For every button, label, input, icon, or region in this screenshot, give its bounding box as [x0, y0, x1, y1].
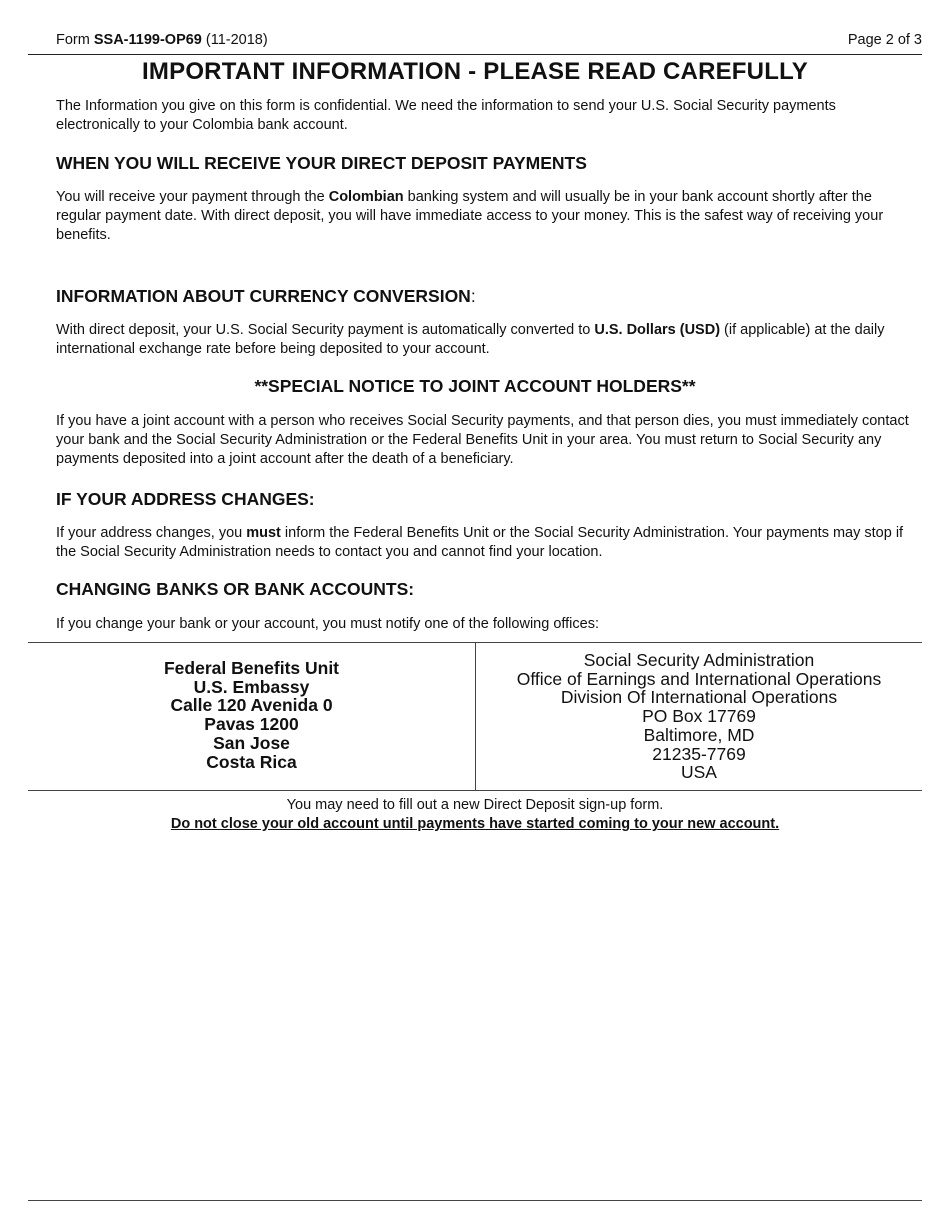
ssa-address-lines [476, 651, 922, 782]
ssa-address-line: Office of Earnings and International Operations [516, 668, 882, 689]
receive-text-bold: Colombian [328, 189, 404, 205]
banks-heading: CHANGING BANKS OR BANK ACCOUNTS: [56, 579, 415, 599]
ssa-address-line: USA [681, 762, 717, 783]
fbu-address-line: Calle 120 Avenida 0 [170, 695, 333, 716]
ssa-address-line: Division Of International Operations [560, 687, 838, 708]
address-text-a: If your address changes, you [56, 525, 247, 541]
address-paragraph [56, 524, 912, 562]
closing-note [28, 796, 922, 834]
form-identifier [56, 32, 268, 48]
ssa-address-line: 21235-7769 [652, 743, 746, 764]
joint-heading: **SPECIAL NOTICE TO JOINT ACCOUNT HOLDERS** [254, 376, 696, 396]
fbu-address-lines [28, 659, 475, 771]
fbu-address-line: Costa Rica [206, 751, 297, 772]
receive-text-b: banking system and will usually be in your bank account shortly after the regular payment date. With direct deposit, you will have immediate access to your money. This is the safest way of receiving your benefits. [56, 189, 884, 243]
currency-text-bold: U.S. Dollars (USD) [594, 322, 721, 338]
address-heading: IF YOUR ADDRESS CHANGES: [56, 489, 315, 509]
ssa-address [476, 643, 922, 790]
banks-paragraph: If you change your bank or your account, you must notify one of the following offices: [56, 616, 599, 632]
ssa-address-line: Social Security Administration [583, 650, 815, 670]
form-header [56, 32, 922, 52]
ssa-address-line: Baltimore, MD [643, 724, 755, 745]
federal-benefits-unit-address [28, 643, 475, 790]
currency-heading [56, 286, 476, 307]
fbu-address-line: U.S. Embassy [193, 676, 310, 697]
ssa-address-line: PO Box 17769 [642, 706, 756, 727]
currency-heading-colon: : [470, 286, 476, 306]
currency-text-b: (if applicable) at the daily international exchange rate before being deposited to your account. [56, 322, 885, 357]
address-text-bold: must [246, 525, 281, 541]
receive-heading: WHEN YOU WILL RECEIVE YOUR DIRECT DEPOSIT PAYMENTS [56, 153, 587, 173]
form-date: (11-2018) [201, 32, 268, 48]
receive-paragraph [56, 188, 912, 245]
fbu-address-line: Pavas 1200 [204, 714, 299, 735]
currency-text-a: With direct deposit, your U.S. Social Security payment is automatically converted to [56, 322, 595, 338]
offices-table [28, 642, 922, 791]
closing-warning: Do not close your old account until payments have started coming to your new account. [170, 816, 780, 832]
address-text-b: inform the Federal Benefits Unit or the Social Security Administration. Your payments may stop if the Social Security Administration needs to contact you and cannot find your location. [56, 525, 904, 560]
fbu-address-line: San Jose [213, 732, 290, 753]
intro-paragraph: The Information you give on this form is confidential. We need the information to send your U.S. Social Security payments electronically to your Colombia bank account. [56, 98, 836, 133]
closing-line-1: You may need to fill out a new Direct Deposit sign-up form. [286, 797, 664, 813]
page-title: IMPORTANT INFORMATION - PLEASE READ CAREFULLY [142, 58, 808, 85]
receive-text-a: You will receive your payment through the [56, 189, 329, 205]
currency-paragraph [56, 321, 912, 359]
header-divider [28, 54, 922, 55]
joint-paragraph: If you have a joint account with a person who receives Social Security payments, and that person dies, you must immediately contact your bank and the Social Security Administration or the Federal Benefits Unit in your area. You must return to Social Security any payments deposited into a joint account after the death of a beneficiary. [56, 413, 909, 467]
fbu-address-line: Federal Benefits Unit [163, 658, 340, 678]
form-number: SSA-1199-OP69 [93, 32, 202, 48]
form-prefix: Form [56, 32, 94, 48]
page-number: Page 2 of 3 [847, 32, 922, 48]
currency-heading-text: INFORMATION ABOUT CURRENCY CONVERSION [56, 286, 471, 306]
footer-divider [28, 1200, 922, 1201]
